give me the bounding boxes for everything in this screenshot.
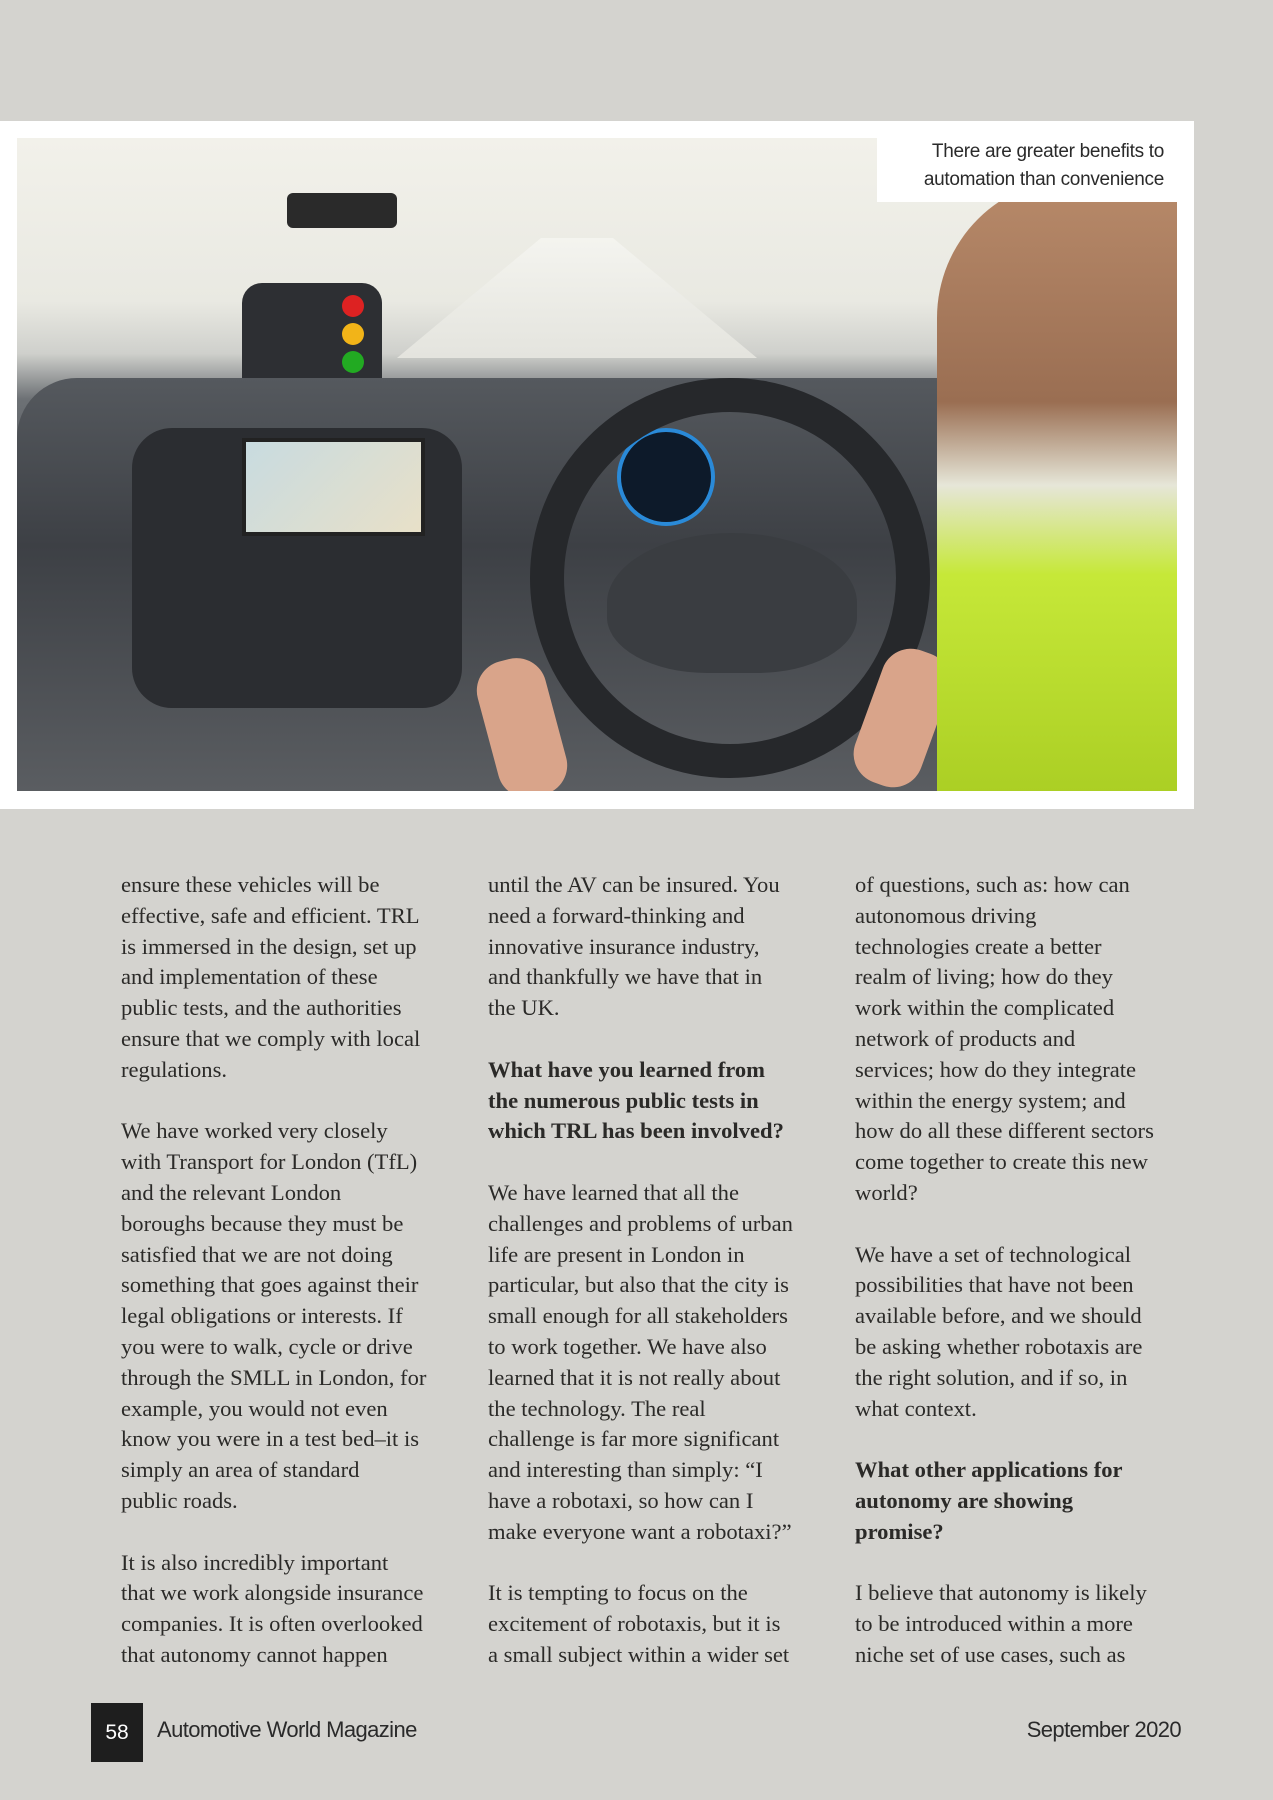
text-line: make everyone want a robotaxi?” — [488, 1518, 792, 1544]
text-line: and interesting than simply: “I — [488, 1457, 763, 1483]
text-line: you were to walk, cycle or drive — [121, 1333, 413, 1359]
article-column-2 — [488, 870, 838, 1702]
text-line: autonomy are showing — [855, 1487, 1074, 1513]
text-line: niche set of use cases, such as — [855, 1641, 1126, 1667]
text-line: small enough for all stakeholders — [488, 1303, 788, 1329]
navigation-screen — [242, 438, 425, 536]
issue-date: September 2020 — [1026, 1717, 1181, 1742]
text-line: the UK. — [488, 995, 560, 1021]
amber-light-icon — [342, 323, 364, 345]
text-line: have a robotaxi, so how can I — [488, 1487, 754, 1513]
text-line: the technology. The real — [488, 1395, 706, 1421]
page-number: 58 — [91, 1703, 143, 1762]
text-line: legal obligations or interests. If — [121, 1303, 403, 1329]
text-line: autonomous driving — [855, 902, 1037, 928]
caption-line: automation than convenience — [923, 169, 1164, 190]
magazine-name: Automotive World Magazine — [157, 1717, 417, 1742]
text-line: What have you learned from — [488, 1056, 765, 1082]
text-line: We have learned that all the — [488, 1179, 739, 1205]
text-line: is immersed in the design, set up — [121, 933, 417, 959]
text-line: promise? — [855, 1518, 944, 1544]
text-line: that autonomy cannot happen — [121, 1641, 388, 1667]
text-line: life are present in London in — [488, 1241, 745, 1267]
text-line: excitement of robotaxis, but it is — [488, 1611, 781, 1637]
text-line: the numerous public tests in — [488, 1087, 759, 1113]
text-line: regulations. — [121, 1056, 228, 1082]
text-line: ensure these vehicles will be — [121, 872, 380, 897]
text-line: to be introduced within a more — [855, 1611, 1133, 1637]
paragraph — [855, 870, 1205, 1209]
text-line: We have worked very closely — [121, 1118, 388, 1144]
text-line: and the relevant London — [121, 1179, 342, 1205]
text-line: work within the complicated — [855, 995, 1115, 1021]
text-line: to work together. We have also — [488, 1333, 767, 1359]
caption-line: There are greater benefits to — [931, 141, 1164, 162]
road — [397, 238, 757, 358]
paragraph — [488, 1578, 838, 1670]
text-line: possibilities that have not been — [855, 1272, 1134, 1298]
text-line: know you were in a test bed–it is — [121, 1426, 420, 1452]
paragraph — [121, 870, 471, 1086]
car-interior-photo — [17, 138, 1177, 791]
dashcam-icon — [287, 193, 397, 228]
text-line: of questions, such as: how can — [855, 872, 1130, 897]
driver — [937, 178, 1177, 791]
text-line: boroughs because they must be — [121, 1210, 404, 1236]
text-line: technologies create a better — [855, 933, 1102, 959]
text-line: It is also incredibly important — [121, 1549, 389, 1575]
traffic-light-display — [242, 283, 382, 378]
paragraph — [488, 870, 838, 1024]
text-line: I believe that autonomy is likely — [855, 1580, 1147, 1606]
text-line: public tests, and the authorities — [121, 995, 402, 1021]
text-line: until the AV can be insured. You — [488, 872, 780, 897]
text-line: example, you would not even — [121, 1395, 388, 1421]
text-line: need a forward-thinking and — [488, 902, 745, 928]
text-line: and implementation of these — [121, 964, 378, 990]
green-light-icon — [342, 351, 364, 373]
text-line: network of products and — [855, 1025, 1076, 1051]
text-line: come together to create this new — [855, 1149, 1148, 1175]
text-line: challenge is far more significant — [488, 1426, 780, 1452]
text-line: within the energy system; and — [855, 1087, 1126, 1113]
text-line: through the SMLL in London, for — [121, 1364, 427, 1390]
text-line: It is tempting to focus on the — [488, 1580, 748, 1606]
text-line: and thankfully we have that in — [488, 964, 763, 990]
text-line: realm of living; how do they — [855, 964, 1113, 990]
text-line: effective, safe and efficient. TRL — [121, 902, 420, 928]
text-line: how do all these different sectors — [855, 1118, 1154, 1144]
photo-panel — [0, 121, 1194, 809]
text-line: something that goes against their — [121, 1272, 419, 1298]
text-line: with Transport for London (TfL) — [121, 1149, 418, 1175]
text-line: the right solution, and if so, in — [855, 1364, 1128, 1390]
red-light-icon — [342, 295, 364, 317]
paragraph — [121, 1548, 471, 1671]
text-line: world? — [855, 1179, 918, 1205]
text-line: that we work alongside insurance — [121, 1580, 424, 1606]
paragraph — [121, 1116, 471, 1516]
text-line: simply an area of standard — [121, 1457, 360, 1483]
text-line: public roads. — [121, 1487, 238, 1513]
text-line: available before, and we should — [855, 1303, 1142, 1329]
text-line: learned that it is not really about — [488, 1364, 781, 1390]
text-line: We have a set of technological — [855, 1241, 1132, 1267]
text-line: a small subject within a wider set — [488, 1641, 790, 1667]
text-line: which TRL has been involved? — [488, 1118, 784, 1144]
text-line: services; how do they integrate — [855, 1056, 1137, 1082]
text-line: what context. — [855, 1395, 977, 1421]
section-heading — [488, 1055, 838, 1147]
section-heading — [855, 1455, 1205, 1547]
paragraph — [855, 1240, 1205, 1425]
text-line: satisfied that we are not doing — [121, 1241, 393, 1267]
text-line: challenges and problems of urban — [488, 1210, 793, 1236]
paragraph — [488, 1178, 838, 1548]
paragraph — [855, 1578, 1205, 1670]
text-line: be asking whether robotaxis are — [855, 1333, 1143, 1359]
text-line: innovative insurance industry, — [488, 933, 760, 959]
text-line: What other applications for — [855, 1457, 1123, 1483]
text-line: companies. It is often overlooked — [121, 1611, 423, 1637]
text-line: particular, but also that the city is — [488, 1272, 789, 1298]
photo-caption — [924, 138, 1164, 194]
text-line: ensure that we comply with local — [121, 1025, 421, 1051]
article-column-1 — [121, 870, 471, 1702]
article-column-3 — [855, 870, 1205, 1702]
